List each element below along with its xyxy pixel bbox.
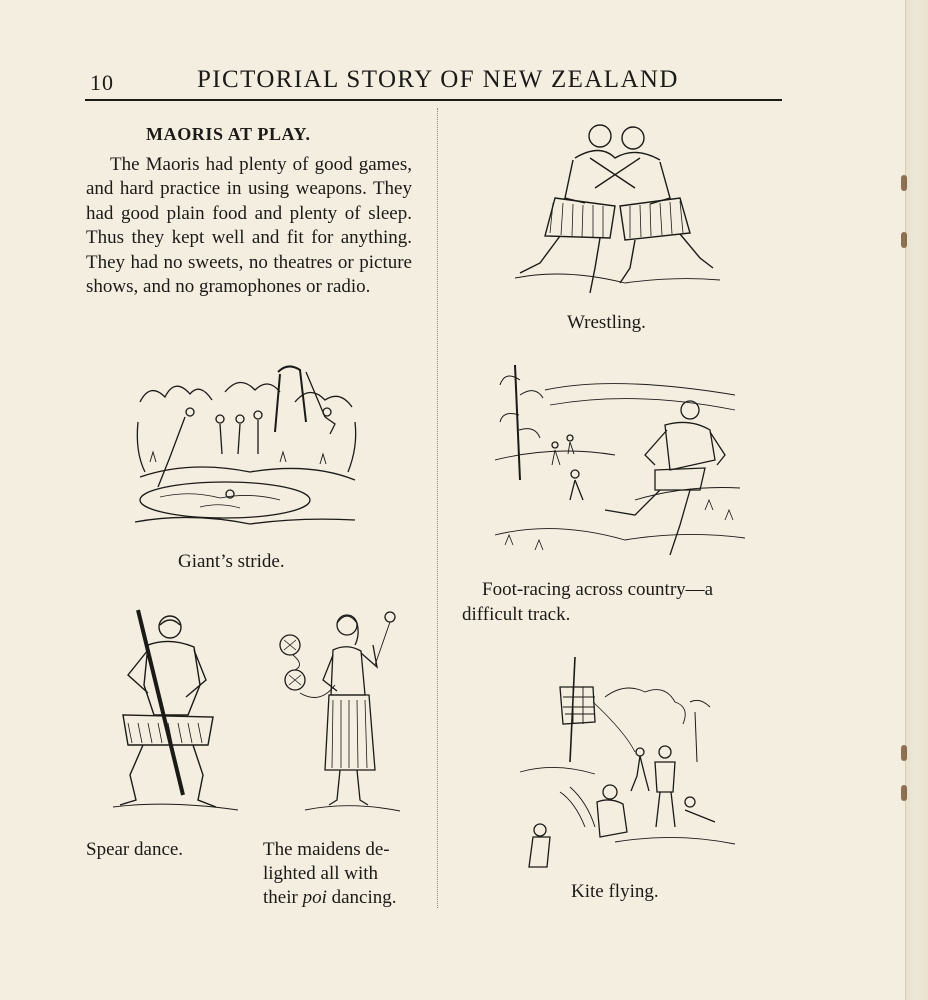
page-number: 10 [90,70,114,95]
page-header [85,64,782,100]
binding-mark [901,232,907,248]
caption-giants-stride: Giant’s stride. [178,551,285,572]
column-divider [437,108,438,908]
caption-poi-line-3 [263,886,397,910]
foot-racing-illustration [495,360,745,570]
caption-poi-line-2: lighted all with [263,863,379,884]
spear-dance-illustration [108,605,248,820]
intro-paragraph: The Maoris had plenty of good games, and hard practice in using weapons. They had good plain food and plenty of sleep. Thus they kept well and fit for anything. They had no sweets, no theatres or picture shows, and no gramophones or radio. [86,154,412,298]
binding-mark [901,745,907,761]
caption-wrestling: Wrestling. [567,312,646,333]
caption-spear-dance: Spear dance. [86,839,184,860]
caption-poi-line-3a: their [263,887,303,908]
caption-poi-line-1: The maidens de- [263,839,390,860]
wrestling-illustration [515,118,720,303]
kite-flying-illustration [515,652,740,877]
caption-poi-line-3b: dancing. [326,887,397,908]
caption-kite-flying: Kite flying. [571,881,659,902]
page-edge [905,0,928,1000]
header-rule [85,99,782,101]
binding-mark [901,785,907,801]
poi-dance-illustration [265,605,410,820]
running-title: PICTORIAL STORY OF NEW ZEALAND [197,66,679,93]
caption-poi-dance [263,838,397,910]
section-heading: MAORIS AT PLAY. [146,124,311,144]
caption-poi-word: poi [302,887,327,908]
caption-foot-racing-line-2: difficult track. [462,604,571,625]
caption-foot-racing-line-1: Foot-racing across country—a [482,579,714,600]
binding-mark [901,175,907,191]
giants-stride-illustration [130,362,360,532]
